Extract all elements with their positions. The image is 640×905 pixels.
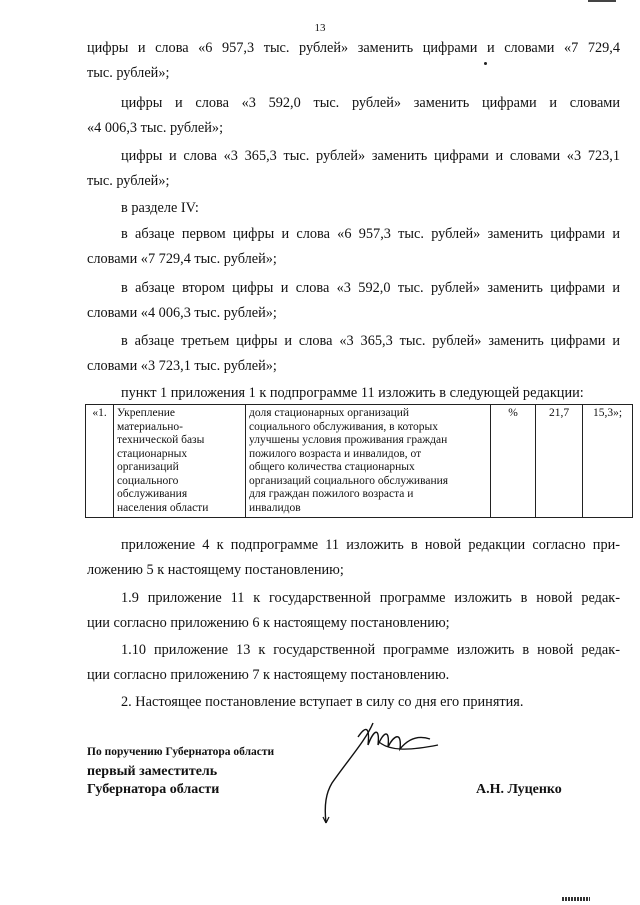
cell-indicator-line: улучшены условия проживания граждан xyxy=(249,434,448,446)
page-number: 13 xyxy=(314,22,326,34)
cell-indicator-line: для граждан пожилого возраста и xyxy=(249,488,414,500)
paragraph-5-line-2: словами «7 729,4 тыс. рублей»; xyxy=(87,251,277,267)
cell-indicator-line: доля стационарных организаций xyxy=(249,407,410,419)
cell-indicator-line: пожилого возраста и инвалидов, от xyxy=(249,447,422,460)
cell-number: «1. xyxy=(86,405,114,518)
signature-line-1: По поручению Губернатора области xyxy=(87,746,275,758)
paragraph-6-line-2: словами «4 006,3 тыс. рублей»; xyxy=(87,305,277,321)
scan-mark-bottom xyxy=(562,897,590,901)
after-paragraph-3-line-2: ции согласно приложению 7 к настоящему постановлению. xyxy=(87,667,450,683)
cell-name-line: технической базы xyxy=(117,434,205,446)
paragraph-7-line-1: в абзаце третьем цифры и слова «3 365,3 тыс. рублей» заменить цифрами и xyxy=(121,333,620,349)
paragraph-7-line-2: словами «3 723,1 тыс. рублей»; xyxy=(87,358,277,374)
after-paragraph-1-line-1: приложение 4 к подпрограмме 11 изложить в новой редакции согласно при- xyxy=(121,537,620,553)
paragraph-6-line-1: в абзаце втором цифры и слова «3 592,0 тыс. рублей» заменить цифрами и xyxy=(121,280,620,296)
cell-name-line: организаций xyxy=(117,461,179,473)
cell-value-1: 21,7 xyxy=(536,405,583,518)
cell-name-line: стационарных xyxy=(117,447,188,460)
cell-indicator-line: социального обслуживания, в которых xyxy=(249,420,438,433)
signatory-name: А.Н. Луценко xyxy=(476,782,562,797)
cell-name-line: социального xyxy=(117,474,179,487)
cell-name-line: населения области xyxy=(117,501,209,514)
paragraph-2-line-2: «4 006,3 тыс. рублей»; xyxy=(87,120,224,136)
signature-line-2: первый заместитель xyxy=(87,764,218,779)
signature-line-3: Губернатора области xyxy=(87,782,220,797)
paragraph-5-line-1: в абзаце первом цифры и слова «6 957,3 тыс. рублей» заменить цифрами и xyxy=(121,226,620,242)
paragraph-1-line-2: тыс. рублей»; xyxy=(87,65,170,81)
after-paragraph-1-line-2: ложению 5 к настоящему постановлению; xyxy=(87,562,344,578)
cell-indicator-line: инвалидов xyxy=(249,501,301,514)
cell-name-line: обслуживания xyxy=(117,488,188,500)
paragraph-3-line-1: цифры и слова «3 365,3 тыс. рублей» заменить цифрами и словами «3 723,1 xyxy=(121,148,620,164)
cell-name-line: материально- xyxy=(117,420,183,433)
indicator-table xyxy=(85,404,633,518)
after-paragraph-2-line-1: 1.9 приложение 11 к государственной программе изложить в новой редак- xyxy=(121,590,620,606)
after-paragraph-2-line-2: ции согласно приложению 6 к настоящему постановлению; xyxy=(87,615,450,631)
paragraph-8-line-1: пункт 1 приложения 1 к подпрограмме 11 изложить в следующей редакции: xyxy=(121,385,584,401)
paragraph-3-line-2: тыс. рублей»; xyxy=(87,173,170,189)
after-paragraph-4-line-1: 2. Настоящее постановление вступает в силу со дня его принятия. xyxy=(121,694,524,710)
cell-value-2: 15,3»; xyxy=(583,405,633,518)
cell-indicator-line: организаций социального обслуживания xyxy=(249,474,449,487)
after-paragraph-3-line-1: 1.10 приложение 13 к государственной программе изложить в новой редак- xyxy=(121,642,620,658)
table-row xyxy=(86,405,633,518)
cell-indicator-line: общего количества стационарных xyxy=(249,461,415,473)
cell-name xyxy=(114,405,246,518)
handwritten-signature xyxy=(318,705,468,830)
paragraph-1-line-1: цифры и слова «6 957,3 тыс. рублей» заменить цифрами и словами «7 729,4 xyxy=(87,40,620,56)
paragraph-2-line-1: цифры и слова «3 592,0 тыс. рублей» заменить цифрами и словами xyxy=(121,95,620,111)
cell-unit: % xyxy=(491,405,536,518)
paragraph-4-line-1: в разделе IV: xyxy=(121,200,199,216)
cell-name-line: Укрепление xyxy=(117,407,175,419)
cell-indicator xyxy=(246,405,491,518)
scan-mark-top xyxy=(588,0,616,2)
